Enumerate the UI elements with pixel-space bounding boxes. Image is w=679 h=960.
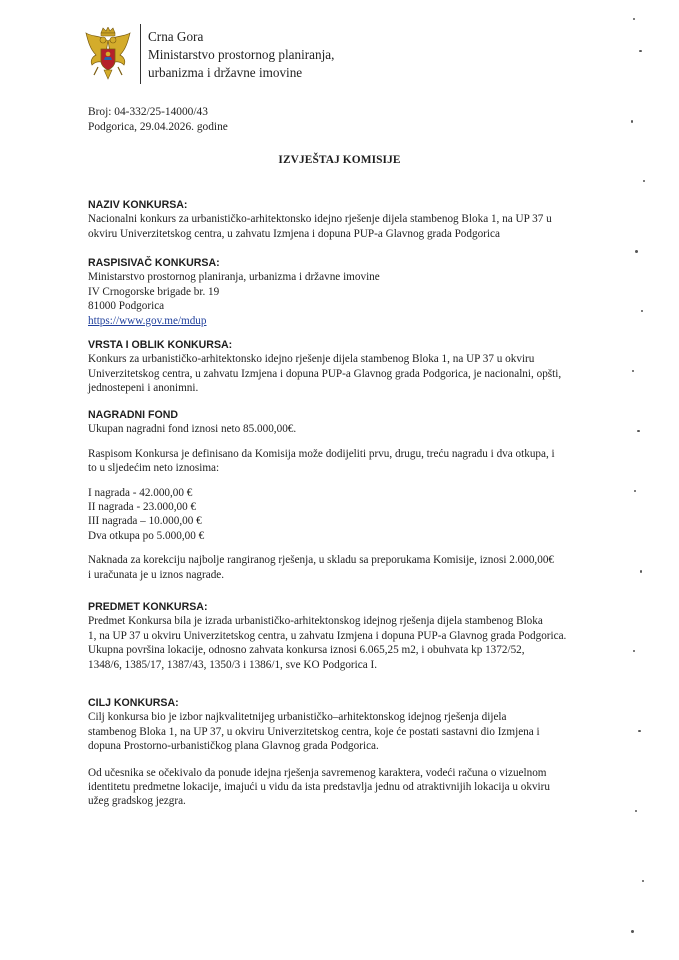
text-line: okviru Univerzitetskog centra, u zahvatu Izmjena i dopuna PUP-a Glavnog grada Podgorica	[88, 227, 500, 240]
text-line: Raspisom Konkursa je definisano da Komisija može dodijeliti prvu, drugu, treću nagradu i dva otkupa, i	[88, 447, 555, 460]
section-heading: PREDMET KONKURSA:	[88, 601, 208, 613]
section-predmet	[88, 600, 607, 672]
country-name: Crna Gora	[148, 29, 204, 44]
header-divider	[140, 24, 141, 84]
section-raspisivac	[88, 256, 607, 328]
prize-item: II nagrada - 23.000,00 €	[88, 501, 197, 514]
prize-item: Dva otkupa po 5.000,00 €	[88, 529, 205, 542]
text-line: Cilj konkursa bio je izbor najkvalitetnijeg urbanističko–arhitektonskog idejnog rješenja dijela	[88, 711, 507, 724]
text-line: identitetu predmetne lokacije, imajući u vidu da ista predstavlja jednu od atraktivnijih lokacija u okviru	[88, 781, 550, 794]
place-date: Podgorica, 29.04.2026. godine	[88, 121, 228, 133]
text-line: Od učesnika se očekivalo da ponude idejna rješenja savremenog karaktera, vodeći računa o vizuelnom	[88, 766, 547, 779]
text-line: to u sljedećim neto iznosima:	[88, 462, 220, 475]
text-line: jednostepeni i anonimni.	[88, 382, 199, 395]
section-heading: NAGRADNI FOND	[88, 409, 179, 421]
coat-of-arms-icon	[84, 27, 132, 83]
section-naziv	[88, 198, 607, 241]
section-vrsta	[88, 338, 607, 396]
section-heading: VRSTA I OBLIK KONKURSA:	[88, 339, 233, 351]
text-line: Ministarstvo prostornog planiranja, urbanizma i državne imovine	[88, 271, 380, 284]
text-line: 1, na UP 37 u okviru Univerzitetskog centra, u zahvatu Izmjena i dopuna PUP-a Glavnog grada Podgorica.	[88, 629, 567, 642]
prize-fund-total: Ukupan nagradni fond iznosi neto 85.000,00€.	[88, 423, 297, 436]
text-line: Ukupna površina lokacije, odnosno zahvata konkursa iznosi 6.065,25 m2, i obuhvata kp 1372/52,	[88, 644, 525, 657]
document-meta	[88, 105, 228, 135]
ministry-website-link[interactable]: https://www.gov.me/mdup	[88, 314, 207, 327]
ministry-name-line-1: Ministarstvo prostornog planiranja,	[148, 47, 335, 63]
prize-item: I nagrada - 42.000,00 €	[88, 486, 193, 499]
text-line: i uračunata je u iznos nagrade.	[88, 568, 225, 581]
text-line: užeg gradskog jezgra.	[88, 795, 186, 808]
reference-number: Broj: 04-332/25-14000/43	[88, 106, 208, 118]
text-line: Univerzitetskog centra, u zahvatu Izmjena i dopuna PUP-a Glavnog grada Podgorica, je nacionalni, opšti,	[88, 367, 562, 380]
text-line: Nacionalni konkurs za urbanističko-arhitektonsko idejno rješenje dijela stambenog Bloka 1, na UP 37 u	[88, 213, 552, 226]
text-line: dopuna Prostorno-urbanističkog plana Glavnog grada Podgorica.	[88, 740, 379, 753]
text-line: IV Crnogorske brigade br. 19	[88, 285, 220, 298]
scan-edge-noise	[625, 10, 655, 950]
ministry-header	[148, 28, 334, 83]
section-heading: CILJ KONKURSA:	[88, 697, 179, 709]
text-line: 1348/6, 1385/17, 1387/43, 1350/3 i 1386/1, sve KO Podgorica I.	[88, 658, 377, 671]
text-line: Naknada za korekciju najbolje rangiranog rješenja, u skladu sa preporukama Komisije, iznosi 2.000,00€	[88, 554, 555, 567]
page-title: IZVJEŠTAJ KOMISIJE	[278, 154, 401, 166]
section-fond	[88, 408, 607, 582]
section-heading: RASPISIVAČ KONKURSA:	[88, 257, 220, 269]
section-heading: NAZIV KONKURSA:	[88, 199, 188, 211]
prize-item: III nagrada – 10.000,00 €	[88, 515, 202, 528]
section-cilj	[88, 696, 607, 809]
text-line: stambenog Bloka 1, na UP 37, u okviru Univerzitetskog centra, koje će postati sastavni dio Izmjena i	[88, 725, 540, 738]
text-line: Predmet Konkursa bila je izrada urbanističko-arhitektonskog idejnog rješenja dijela stambenog Bloka	[88, 615, 543, 628]
text-line: Konkurs za urbanističko-arhitektonsko idejno rješenje dijela stambenog Bloka 1, na UP 37 u okviru	[88, 353, 535, 366]
text-line: 81000 Podgorica	[88, 300, 165, 313]
ministry-name-line-2: urbanizma i državne imovine	[148, 65, 303, 81]
